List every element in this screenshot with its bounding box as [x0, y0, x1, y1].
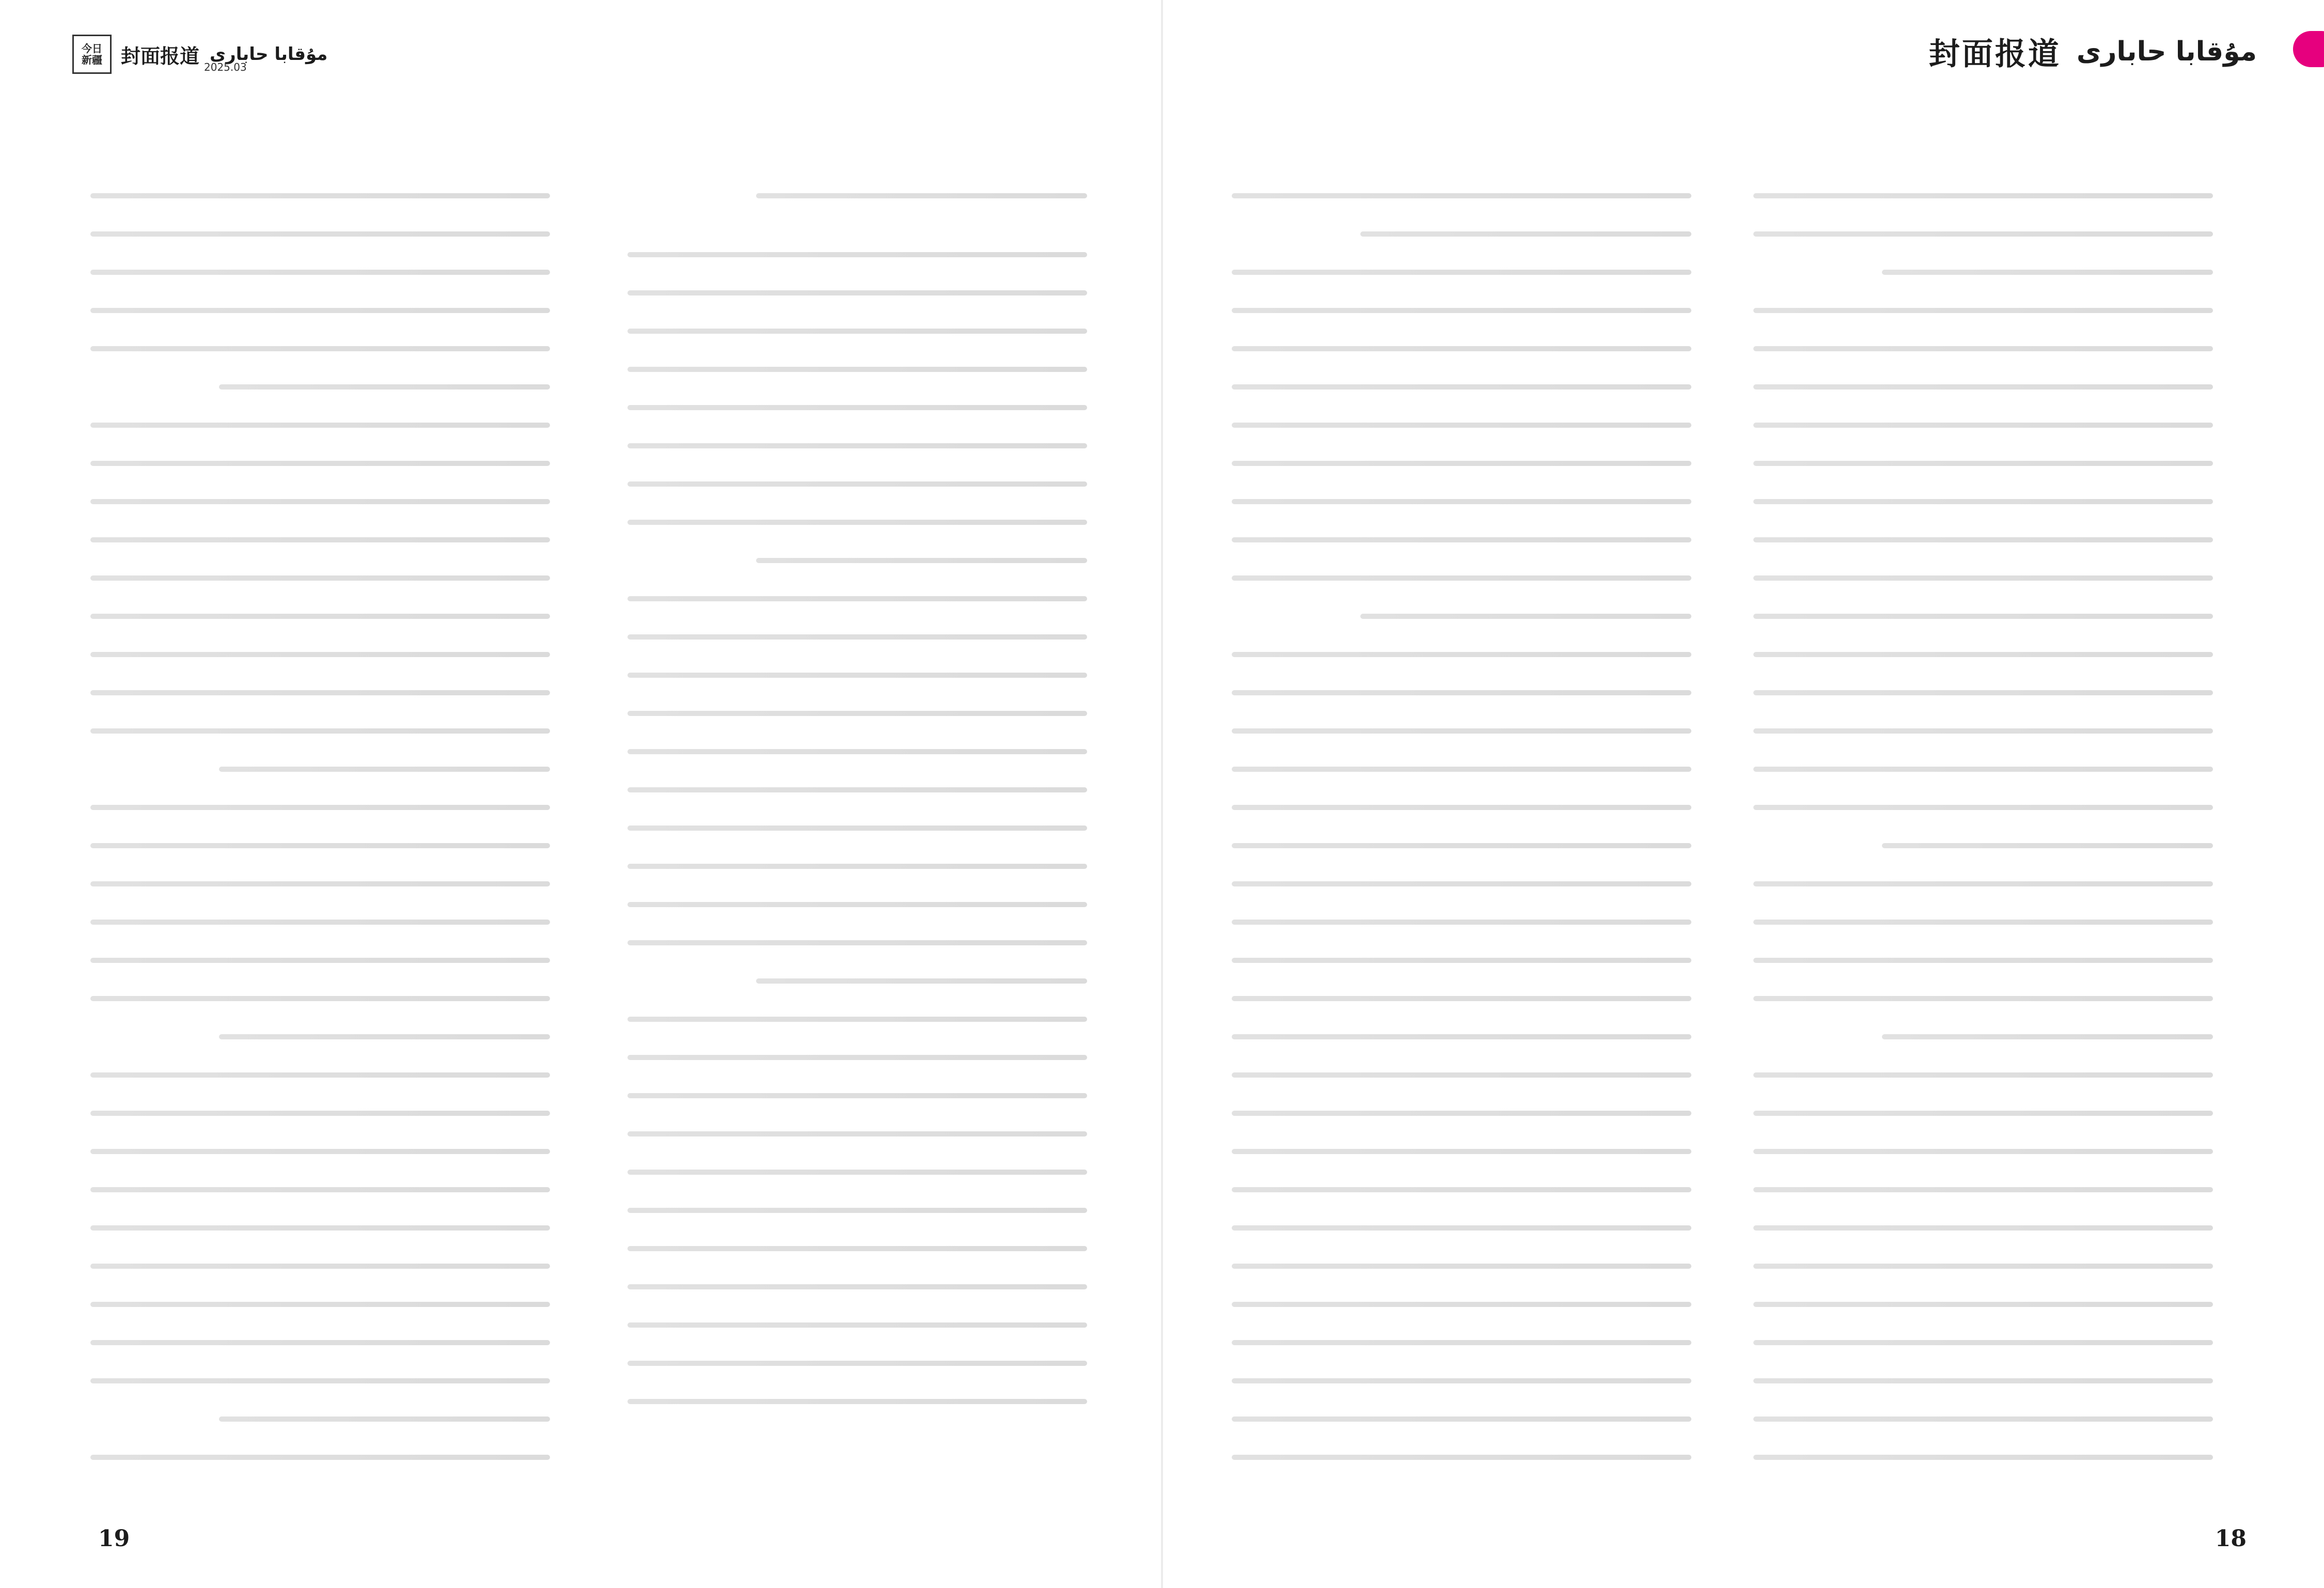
text-line: [627, 655, 1087, 693]
text-line: [627, 1381, 1087, 1420]
quote-fragment-b: [627, 552, 1087, 575]
text-line: [1232, 252, 1691, 290]
text-line: [1753, 1055, 2213, 1093]
text-line: [627, 464, 1087, 502]
section-title-cn: 封面报道: [121, 44, 200, 68]
text-line: [90, 329, 550, 367]
text-line: [90, 1437, 550, 1475]
text-line: [1232, 1246, 1691, 1284]
text-line: [627, 617, 1087, 655]
text-line: [627, 235, 1087, 273]
text-line: [1753, 1399, 2213, 1437]
text-line: [1232, 1284, 1691, 1322]
text-line: [1232, 1322, 1691, 1361]
text-line: [90, 1093, 550, 1131]
section-title-cn: 封面报道: [1928, 36, 2061, 72]
text-line: [1753, 1246, 2213, 1284]
text-line: [1232, 1093, 1691, 1131]
text-line: [1753, 214, 2213, 252]
text-line: [1753, 1284, 2213, 1322]
text-line: [1753, 367, 2213, 405]
quote-fragment-a: [627, 513, 1087, 537]
text-line: [1753, 1093, 2213, 1131]
text-line: [627, 426, 1087, 464]
text-line: [1232, 673, 1691, 711]
text-line: [90, 520, 550, 558]
text-line: [627, 1305, 1087, 1343]
text-line: [90, 826, 550, 864]
text-line: [1232, 902, 1691, 940]
text-line: [627, 1228, 1087, 1267]
text-line: [627, 731, 1087, 770]
text-line: [90, 596, 550, 634]
text-line: [627, 1267, 1087, 1305]
text-line: [627, 387, 1087, 426]
text-line: [1753, 711, 2213, 749]
text-line: [627, 579, 1087, 617]
text-line: [627, 846, 1087, 884]
text-line: [1232, 1437, 1691, 1475]
text-line: [90, 1131, 550, 1170]
section-title-kz: مۇقابا حابارى: [2076, 36, 2257, 67]
text-line: [1753, 978, 2213, 1017]
text-line: [1753, 940, 2213, 978]
text-line: [627, 176, 1087, 214]
text-line: [1232, 1055, 1691, 1093]
text-line: [1753, 176, 2213, 214]
text-line: [627, 923, 1087, 961]
text-line: [1232, 329, 1691, 367]
text-line: [1753, 1322, 2213, 1361]
text-line: [1232, 749, 1691, 787]
text-line: [627, 1343, 1087, 1381]
section-tab-marker: [2293, 31, 2324, 67]
text-line: [1232, 864, 1691, 902]
text-line: [90, 902, 550, 940]
left-page-header: [72, 36, 327, 72]
text-line: [1232, 826, 1691, 864]
text-line: [1232, 596, 1691, 634]
text-line: [1753, 673, 2213, 711]
text-line: [1753, 329, 2213, 367]
text-line: [1232, 405, 1691, 443]
text-line: [1753, 864, 2213, 902]
text-line: [1232, 978, 1691, 1017]
text-line: [1232, 520, 1691, 558]
text-line: [627, 1037, 1087, 1076]
text-line: [627, 961, 1087, 999]
text-line: [1232, 787, 1691, 826]
text-line: [90, 940, 550, 978]
text-line: [1232, 1361, 1691, 1399]
text-line: [1232, 481, 1691, 520]
text-line: [627, 349, 1087, 387]
text-line: [1753, 290, 2213, 329]
text-line: [1753, 1017, 2213, 1055]
text-line: [627, 770, 1087, 808]
text-line: [90, 634, 550, 673]
text-line: [1232, 1399, 1691, 1437]
text-line: [1753, 749, 2213, 787]
text-line: [1232, 940, 1691, 978]
logo-line-1: 今日: [82, 42, 102, 55]
text-line: [90, 864, 550, 902]
text-line: [90, 749, 550, 787]
text-line: [1753, 787, 2213, 826]
text-line: [1753, 596, 2213, 634]
article-column-2: [1232, 176, 1691, 1498]
text-line: [1753, 405, 2213, 443]
text-line: [1232, 558, 1691, 596]
text-line: [1753, 1437, 2213, 1475]
text-line: [627, 693, 1087, 731]
text-line: [90, 176, 550, 214]
text-line: [1753, 1131, 2213, 1170]
text-line: [1232, 176, 1691, 214]
text-line: [1753, 443, 2213, 481]
text-line: [627, 1076, 1087, 1114]
text-line: [1232, 1208, 1691, 1246]
text-line: [90, 1017, 550, 1055]
text-line: [90, 481, 550, 520]
text-line: [90, 1361, 550, 1399]
text-line: [1753, 558, 2213, 596]
text-line: [1232, 634, 1691, 673]
text-line: [90, 290, 550, 329]
article-column-3: [627, 176, 1087, 1498]
text-line: [1753, 520, 2213, 558]
text-line: [90, 367, 550, 405]
issue-date: 2025.03: [204, 61, 247, 73]
text-line: [90, 1246, 550, 1284]
text-line: [627, 273, 1087, 311]
text-line: [1232, 1170, 1691, 1208]
section-title-kz: مۇقابا حابارى: [210, 44, 328, 65]
text-line: [1232, 214, 1691, 252]
page-number: 19: [98, 1525, 130, 1552]
right-page: [1162, 0, 2324, 1588]
text-line: [1232, 1131, 1691, 1170]
text-line: [90, 252, 550, 290]
text-line: [1232, 711, 1691, 749]
text-line: [1232, 367, 1691, 405]
article-column-4: [90, 176, 550, 1498]
text-line: [1232, 1017, 1691, 1055]
text-line: [90, 214, 550, 252]
logo-line-2: 新疆: [82, 54, 102, 66]
text-line: [627, 311, 1087, 349]
text-line: [90, 1322, 550, 1361]
text-line: [90, 558, 550, 596]
magazine-logo: [72, 35, 112, 74]
text-line: [627, 1190, 1087, 1228]
text-line: [627, 884, 1087, 923]
text-line: [90, 1284, 550, 1322]
text-line: [627, 808, 1087, 846]
text-line: [1753, 1361, 2213, 1399]
text-line: [1753, 826, 2213, 864]
text-line: [627, 1114, 1087, 1152]
text-line: [90, 711, 550, 749]
text-line: [1753, 1208, 2213, 1246]
text-line: [90, 1399, 550, 1437]
text-line: [90, 787, 550, 826]
article-column-1: [1753, 176, 2213, 1498]
text-line: [90, 1055, 550, 1093]
text-line: [90, 443, 550, 481]
text-line: [1753, 634, 2213, 673]
text-line: [1753, 1170, 2213, 1208]
text-line: [90, 978, 550, 1017]
text-line: [627, 1152, 1087, 1190]
text-line: [90, 1170, 550, 1208]
page-number: 18: [2215, 1525, 2247, 1552]
text-line: [1753, 481, 2213, 520]
text-line: [627, 999, 1087, 1037]
text-line: [1753, 902, 2213, 940]
right-page-header: [1929, 28, 2257, 75]
text-line: [1232, 290, 1691, 329]
text-line: [90, 405, 550, 443]
text-line: [1753, 252, 2213, 290]
text-line: [90, 673, 550, 711]
text-line: [1232, 443, 1691, 481]
text-line: [90, 1208, 550, 1246]
